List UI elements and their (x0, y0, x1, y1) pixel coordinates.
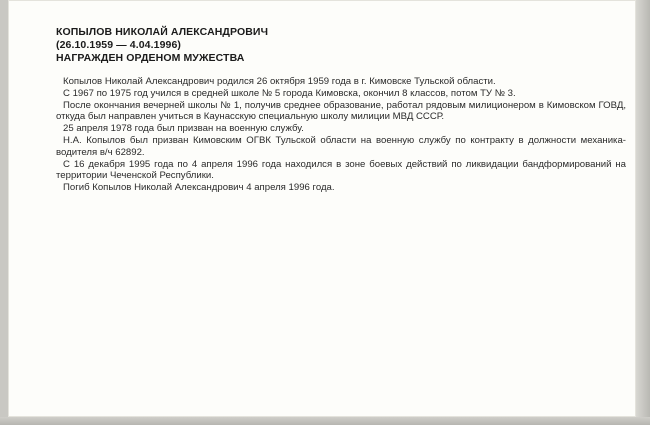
paragraph: Н.А. Копылов был призван Кимовским ОГВК Тульской области на военную службу по контракту в должности механика-водителя в/ч 62892. (56, 134, 626, 158)
paragraph: С 16 декабря 1995 года по 4 апреля 1996 года находился в зоне боевых действий по ликвидации бандформирований на территории Чеченской Республики. (56, 158, 626, 182)
page-sheet (8, 0, 636, 417)
paragraph: Копылов Николай Александрович родился 26 октября 1959 года в г. Кимовске Тульской области. (63, 76, 496, 87)
header-block (56, 26, 616, 65)
biography-text (56, 76, 626, 194)
award-line: НАГРАЖДЕН ОРДЕНОМ МУЖЕСТВА (56, 52, 245, 64)
life-dates: (26.10.1959 — 4.04.1996) (56, 39, 181, 51)
paragraph: После окончания вечерней школы № 1, получив среднее образование, работал рядовым милиционером в Кимовском ГОВД, откуда был направлен учиться в Каунасскую специальную школу милиции МВД СССР. (56, 99, 626, 123)
person-name: КОПЫЛОВ НИКОЛАЙ АЛЕКСАНДРОВИЧ (56, 26, 269, 38)
paragraph: С 1967 по 1975 год учился в средней школе № 5 города Кимовска, окончил 8 классов, потом ТУ № 3. (63, 87, 516, 99)
page-edge-right (636, 0, 650, 425)
page-edge-bottom (0, 417, 650, 425)
paragraph: 25 апреля 1978 года был призван на военную службу. (63, 123, 304, 135)
paragraph: Погиб Копылов Николай Александрович 4 апреля 1996 года. (63, 182, 335, 194)
